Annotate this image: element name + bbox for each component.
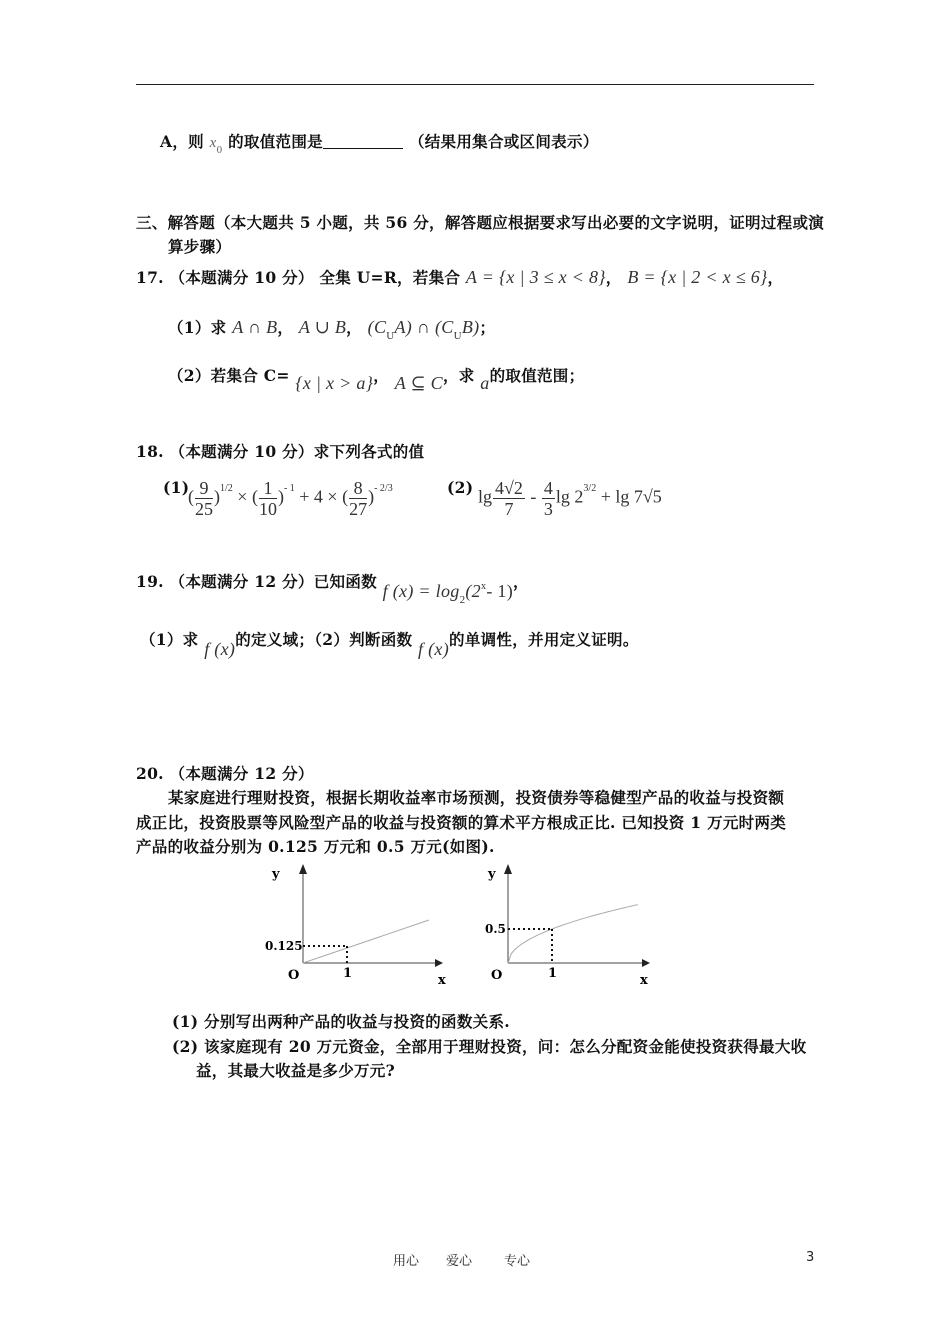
q16-answer-blank[interactable] bbox=[323, 132, 403, 149]
q20-head: 20. （本题满分 12 分） bbox=[136, 764, 314, 783]
q20-body2: 成正比，投资股票等风险型产品的收益与投资额的算术平方根成正比. 已知投资 1 万元时两类 bbox=[136, 813, 787, 832]
graph1-x-tick: 1 bbox=[343, 966, 353, 981]
graph1-x-arrow bbox=[435, 959, 443, 967]
q17-p1-end: ； bbox=[479, 318, 496, 337]
graph2-x-arrow bbox=[642, 959, 650, 967]
q17-head-line bbox=[136, 266, 783, 288]
q18-expr1: ( $\frac{9}{25}$ )$^{1/2}$ × ( $\frac{1}{10}$ )$^{- 1}$ + 4 × ( $\frac{8}{27}$ )$^{- 2/3}$ bbox=[188, 478, 393, 519]
q17-p2-label: （2）若集合 C= bbox=[168, 366, 290, 385]
graph2-x-tick: 1 bbox=[548, 966, 558, 981]
q19-func: f $(x) = \log_2(2^x-$ 1) bbox=[382, 581, 514, 606]
q19-p1-text: 的定义域；（2）判断函数 bbox=[235, 630, 413, 649]
q17-head: 17. （本题满分 10 分） 全集 U=R，若集合 bbox=[136, 268, 461, 287]
q18-e1-frac2: $\frac{1}{10}$ bbox=[258, 478, 277, 519]
q18-e2-frac1: $\frac{4√2}{7}$ bbox=[495, 478, 523, 519]
q18-e2-lg1: lg bbox=[478, 486, 493, 507]
section3-line1: 三、解答题（本大题共 5 小题，共 56 分，解答题应根据要求写出必要的文字说明，证明过程或演 bbox=[136, 213, 825, 232]
graph1-y-arrow bbox=[299, 864, 307, 874]
q18-e2-frac2: $\frac{4}{3}$ bbox=[543, 478, 553, 519]
footer-motto-1: 用心 bbox=[393, 1254, 420, 1269]
page-number: 3 bbox=[806, 1250, 815, 1265]
q17-p1-expr2: A ∪ B bbox=[298, 317, 347, 337]
graph2-y-label: y bbox=[488, 867, 496, 882]
q19-p2-f: f (x) bbox=[418, 639, 450, 659]
q20-body3: 产品的收益分别为 0.125 万元和 0.5 万元(如图). bbox=[136, 837, 495, 856]
q18-e1-op2: + 4 × bbox=[299, 486, 338, 507]
q17-p2-sep: ， bbox=[373, 366, 390, 385]
q19-head-line bbox=[136, 570, 529, 606]
q17-comma2: ， bbox=[767, 268, 784, 287]
q20-part2-line2: 益，其最大收益是多少万元? bbox=[196, 1061, 395, 1080]
q17-part2 bbox=[168, 364, 585, 393]
q20-part1: (1) 分别写出两种产品的收益与投资的函数关系. bbox=[172, 1012, 510, 1031]
q17-p2-var: a bbox=[480, 373, 490, 393]
q17-p1-expr3: $(C_UA)$ ∩ $(C_UB)$ bbox=[367, 317, 480, 342]
q18-e1-frac1: $\frac{9}{25}$ bbox=[195, 478, 213, 519]
graph1-x-label: x bbox=[438, 973, 446, 988]
graph1-origin: O bbox=[288, 968, 300, 983]
graph2-x-label: x bbox=[640, 973, 648, 988]
graph2-y-tick: 0.5 bbox=[485, 922, 506, 936]
footer-motto-3: 专心 bbox=[504, 1254, 531, 1269]
graph1-series-line bbox=[303, 920, 429, 963]
q19-parts bbox=[140, 628, 639, 659]
graph-bond bbox=[255, 858, 455, 993]
q18-e1-exp2: - 1 bbox=[283, 482, 295, 494]
q18-e1-exp3: - 2/3 bbox=[374, 482, 393, 494]
q18-e1-exp1: 1/2 bbox=[220, 482, 233, 494]
q18-e1-frac3: $\frac{8}{27}$ bbox=[349, 478, 368, 519]
q19-head: 19. （本题满分 12 分）已知函数 bbox=[136, 572, 377, 591]
graph2-origin: O bbox=[491, 968, 503, 983]
graph2-series-curve bbox=[508, 905, 638, 963]
q17-p1-label: （1）求 bbox=[168, 318, 227, 337]
q19-p2-text: 的单调性，并用定义证明。 bbox=[449, 630, 639, 649]
graph1-y-tick: 0.125 bbox=[265, 939, 303, 953]
q17-p2-mid: ，求 bbox=[442, 366, 475, 385]
q17-p2-end: 的取值范围； bbox=[489, 366, 585, 385]
q17-p2-set-c: {x | x > a} bbox=[295, 373, 374, 393]
q17-set-b: B = {x | 2 < x ≤ 6} bbox=[627, 267, 768, 287]
q17-part1 bbox=[168, 316, 495, 342]
q17-set-a: A = {x | 3 ≤ x < 8} bbox=[465, 267, 606, 287]
q18-e2-exp: 3/2 bbox=[583, 482, 597, 494]
q17-p1-expr1: A ∩ B bbox=[232, 317, 278, 337]
q18-head: 18. （本题满分 10 分）求下列各式的值 bbox=[136, 442, 425, 461]
q18-p1-label: (1) bbox=[163, 478, 190, 497]
q20-body1: 某家庭进行理财投资，根据长期收益率市场预测，投资债券等稳健型产品的收益与投资额 bbox=[168, 788, 785, 807]
q19-p1-label: （1）求 bbox=[140, 630, 199, 649]
q18-e2-lg2: lg 2 bbox=[555, 486, 584, 507]
q18-expr2 bbox=[478, 478, 662, 519]
q16-line bbox=[160, 130, 599, 156]
q17-p1-sep2: ， bbox=[346, 318, 362, 337]
q19-end: ， bbox=[513, 572, 529, 591]
graph2-y-arrow bbox=[504, 864, 512, 874]
header-rule bbox=[136, 84, 814, 85]
q17-p2-cond: A ⊆ C bbox=[394, 373, 443, 393]
graph-stock bbox=[460, 858, 660, 993]
q17-p1-sep1: ， bbox=[277, 318, 294, 337]
q18-e2-minus: - bbox=[530, 486, 537, 507]
footer-motto-2: 爱心 bbox=[446, 1254, 473, 1269]
section3-line2: 算步骤） bbox=[168, 237, 232, 256]
q16-var: $x_0$ bbox=[209, 135, 223, 156]
q18-e2-plus: + lg 7√5 bbox=[600, 486, 662, 507]
q18-p2-label: (2) bbox=[447, 478, 474, 497]
q18-e1-op1: × bbox=[237, 486, 248, 507]
q16-prefix: A，则 bbox=[160, 132, 204, 151]
q16-suffix: （结果用集合或区间表示） bbox=[408, 132, 599, 151]
q17-comma1: ， bbox=[605, 268, 622, 287]
q20-part2-line1: (2) 该家庭现有 20 万元资金，全部用于理财投资，问：怎么分配资金能使投资获得最大收 bbox=[172, 1037, 807, 1056]
q16-mid: 的取值范围是 bbox=[228, 132, 323, 151]
q19-p1-f: f (x) bbox=[204, 639, 236, 659]
graph1-y-label: y bbox=[272, 867, 280, 882]
